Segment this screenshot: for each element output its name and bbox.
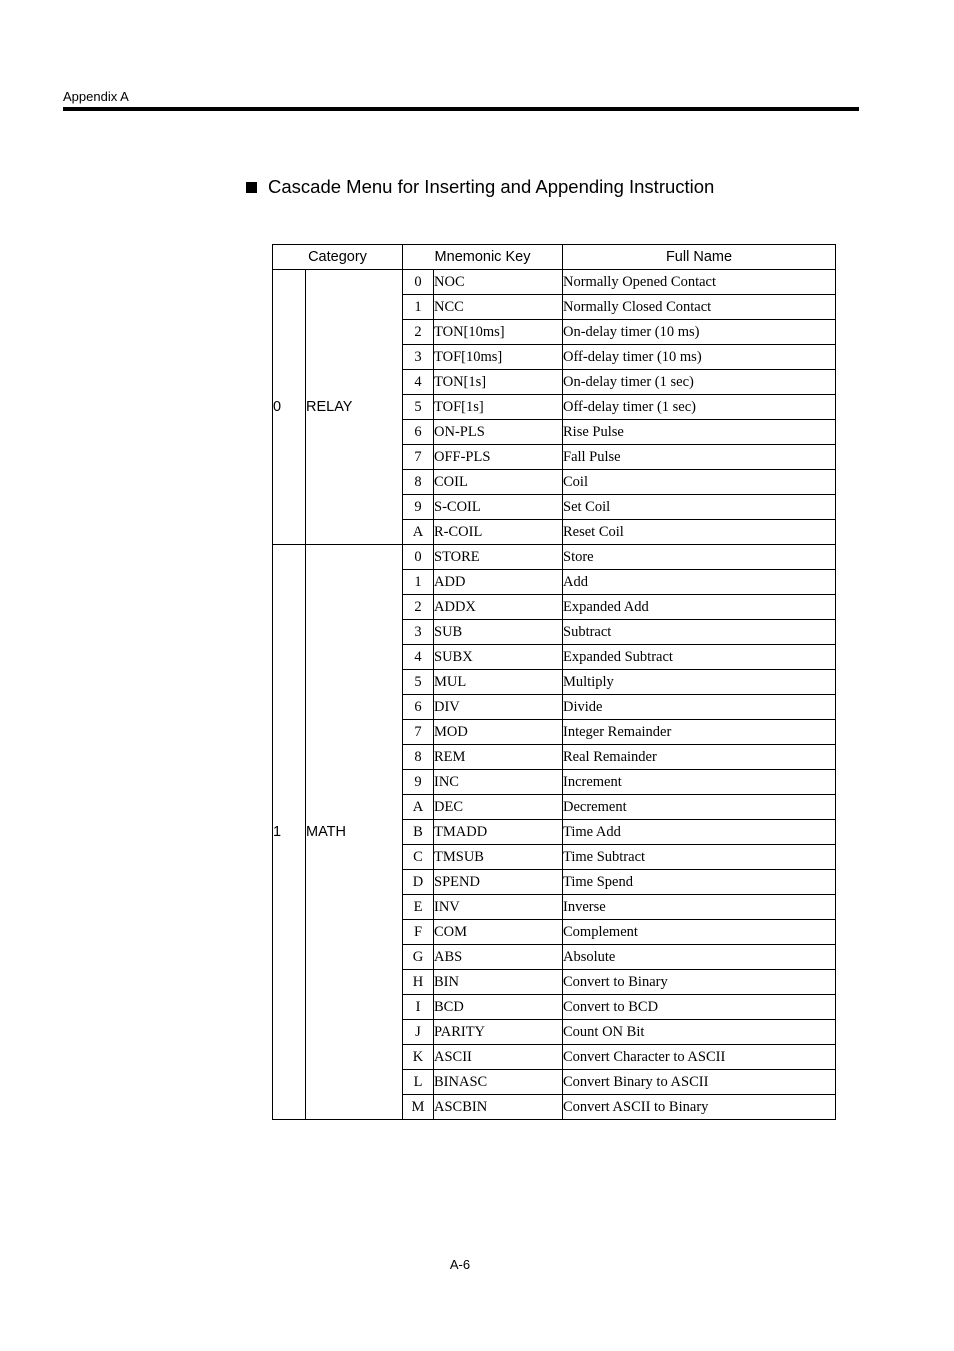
full-name-cell: Integer Remainder: [563, 720, 836, 745]
mnemonic-cell: NCC: [434, 295, 563, 320]
mnemonic-cell: NOC: [434, 270, 563, 295]
mnemonic-cell: BIN: [434, 970, 563, 995]
running-header: Appendix A: [63, 89, 129, 104]
mnemonic-key-cell: 0: [403, 545, 434, 570]
full-name-cell: Convert ASCII to Binary: [563, 1095, 836, 1120]
mnemonic-key-cell: 7: [403, 445, 434, 470]
table-row: [273, 545, 836, 570]
mnemonic-cell: OFF-PLS: [434, 445, 563, 470]
full-name-cell: Subtract: [563, 620, 836, 645]
mnemonic-cell: REM: [434, 745, 563, 770]
mnemonic-cell: ASCBIN: [434, 1095, 563, 1120]
mnemonic-key-cell: C: [403, 845, 434, 870]
full-name-cell: On-delay timer (10 ms): [563, 320, 836, 345]
mnemonic-cell: ABS: [434, 945, 563, 970]
mnemonic-cell: SUBX: [434, 645, 563, 670]
table-body: [273, 270, 836, 1120]
mnemonic-cell: BCD: [434, 995, 563, 1020]
full-name-cell: On-delay timer (1 sec): [563, 370, 836, 395]
mnemonic-key-cell: 2: [403, 595, 434, 620]
mnemonic-cell: COM: [434, 920, 563, 945]
mnemonic-cell: STORE: [434, 545, 563, 570]
mnemonic-key-cell: 8: [403, 470, 434, 495]
mnemonic-cell: S-COIL: [434, 495, 563, 520]
mnemonic-key-cell: 3: [403, 620, 434, 645]
header-rule: [63, 107, 859, 111]
mnemonic-key-cell: 4: [403, 370, 434, 395]
mnemonic-key-cell: J: [403, 1020, 434, 1045]
full-name-cell: Convert Character to ASCII: [563, 1045, 836, 1070]
mnemonic-key-cell: G: [403, 945, 434, 970]
category-name: MATH: [306, 545, 403, 1120]
full-name-cell: Absolute: [563, 945, 836, 970]
full-name-cell: Set Coil: [563, 495, 836, 520]
full-name-cell: Complement: [563, 920, 836, 945]
full-name-cell: Multiply: [563, 670, 836, 695]
mnemonic-key-cell: 4: [403, 645, 434, 670]
mnemonic-key-cell: M: [403, 1095, 434, 1120]
full-name-cell: Real Remainder: [563, 745, 836, 770]
cascade-menu-table: [272, 244, 836, 1120]
full-name-cell: Time Spend: [563, 870, 836, 895]
mnemonic-cell: ASCII: [434, 1045, 563, 1070]
mnemonic-key-cell: 9: [403, 495, 434, 520]
full-name-cell: Decrement: [563, 795, 836, 820]
full-name-cell: Inverse: [563, 895, 836, 920]
mnemonic-cell: TOF[10ms]: [434, 345, 563, 370]
mnemonic-key-cell: 5: [403, 395, 434, 420]
square-bullet-icon: [246, 182, 257, 193]
full-name-cell: Off-delay timer (1 sec): [563, 395, 836, 420]
mnemonic-key-cell: 1: [403, 295, 434, 320]
mnemonic-key-cell: 3: [403, 345, 434, 370]
category-number: 1: [273, 545, 306, 1120]
mnemonic-cell: ADD: [434, 570, 563, 595]
mnemonic-cell: SPEND: [434, 870, 563, 895]
mnemonic-key-cell: D: [403, 870, 434, 895]
mnemonic-key-cell: 2: [403, 320, 434, 345]
mnemonic-key-cell: L: [403, 1070, 434, 1095]
mnemonic-cell: TMADD: [434, 820, 563, 845]
full-name-cell: Fall Pulse: [563, 445, 836, 470]
page-number: A-6: [449, 1257, 471, 1272]
mnemonic-cell: R-COIL: [434, 520, 563, 545]
mnemonic-key-cell: 9: [403, 770, 434, 795]
full-name-cell: Convert to Binary: [563, 970, 836, 995]
table-row: [273, 270, 836, 295]
mnemonic-key-cell: B: [403, 820, 434, 845]
mnemonic-cell: TON[1s]: [434, 370, 563, 395]
mnemonic-key-cell: A: [403, 520, 434, 545]
full-name-cell: Rise Pulse: [563, 420, 836, 445]
category-number: 0: [273, 270, 306, 545]
mnemonic-cell: TOF[1s]: [434, 395, 563, 420]
mnemonic-key-cell: I: [403, 995, 434, 1020]
mnemonic-cell: SUB: [434, 620, 563, 645]
mnemonic-cell: TON[10ms]: [434, 320, 563, 345]
full-name-cell: Store: [563, 545, 836, 570]
mnemonic-key-cell: 0: [403, 270, 434, 295]
full-name-cell: Add: [563, 570, 836, 595]
mnemonic-cell: BINASC: [434, 1070, 563, 1095]
mnemonic-cell: ADDX: [434, 595, 563, 620]
mnemonic-key-cell: 5: [403, 670, 434, 695]
header-full-name: Full Name: [563, 245, 836, 270]
mnemonic-key-cell: 6: [403, 420, 434, 445]
mnemonic-key-cell: 8: [403, 745, 434, 770]
mnemonic-cell: PARITY: [434, 1020, 563, 1045]
header-category: Category: [273, 245, 403, 270]
mnemonic-key-cell: A: [403, 795, 434, 820]
full-name-cell: Convert to BCD: [563, 995, 836, 1020]
category-name: RELAY: [306, 270, 403, 545]
mnemonic-key-cell: K: [403, 1045, 434, 1070]
mnemonic-key-cell: 1: [403, 570, 434, 595]
mnemonic-cell: ON-PLS: [434, 420, 563, 445]
table-header-row: [273, 245, 836, 270]
full-name-cell: Increment: [563, 770, 836, 795]
mnemonic-cell: INV: [434, 895, 563, 920]
section-title: [246, 176, 714, 198]
full-name-cell: Divide: [563, 695, 836, 720]
full-name-cell: Expanded Add: [563, 595, 836, 620]
mnemonic-key-cell: 7: [403, 720, 434, 745]
mnemonic-cell: MUL: [434, 670, 563, 695]
full-name-cell: Time Subtract: [563, 845, 836, 870]
full-name-cell: Reset Coil: [563, 520, 836, 545]
mnemonic-key-cell: 6: [403, 695, 434, 720]
mnemonic-key-cell: H: [403, 970, 434, 995]
mnemonic-cell: DEC: [434, 795, 563, 820]
mnemonic-cell: TMSUB: [434, 845, 563, 870]
full-name-cell: Time Add: [563, 820, 836, 845]
full-name-cell: Expanded Subtract: [563, 645, 836, 670]
full-name-cell: Coil: [563, 470, 836, 495]
full-name-cell: Normally Closed Contact: [563, 295, 836, 320]
full-name-cell: Off-delay timer (10 ms): [563, 345, 836, 370]
mnemonic-cell: DIV: [434, 695, 563, 720]
mnemonic-cell: COIL: [434, 470, 563, 495]
section-title-text: Cascade Menu for Inserting and Appending Instruction: [268, 176, 715, 197]
mnemonic-cell: MOD: [434, 720, 563, 745]
full-name-cell: Convert Binary to ASCII: [563, 1070, 836, 1095]
full-name-cell: Normally Opened Contact: [563, 270, 836, 295]
header-mnemonic-key: Mnemonic Key: [403, 245, 563, 270]
mnemonic-key-cell: F: [403, 920, 434, 945]
mnemonic-key-cell: E: [403, 895, 434, 920]
mnemonic-cell: INC: [434, 770, 563, 795]
full-name-cell: Count ON Bit: [563, 1020, 836, 1045]
